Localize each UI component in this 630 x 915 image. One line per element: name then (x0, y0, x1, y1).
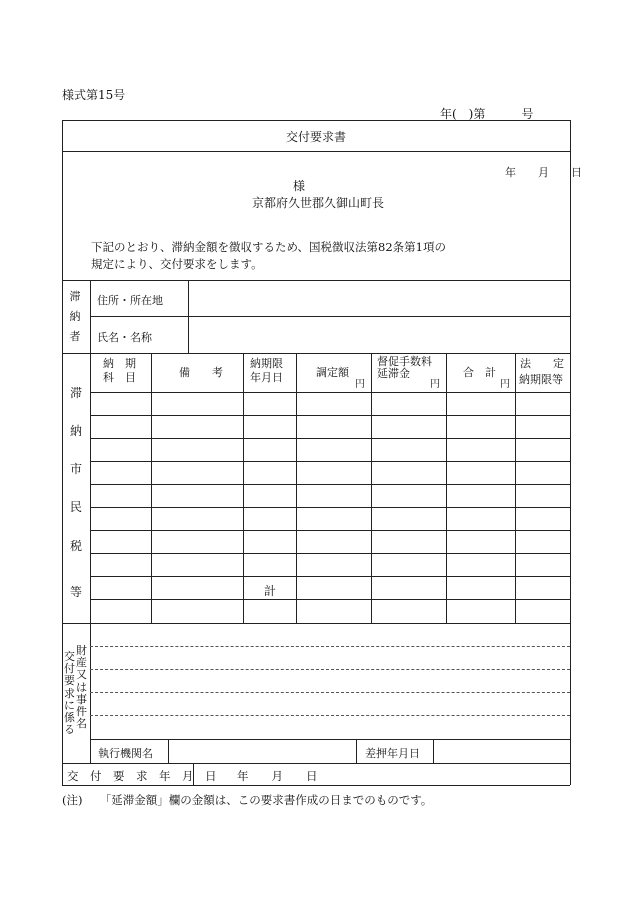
tax-label-char: 税 (70, 539, 83, 553)
col-due-header: 納期限 (250, 357, 283, 370)
col-period-header: 納 期 (103, 357, 136, 370)
date-line: 年 月 日 (505, 166, 582, 179)
col-legal-due-header: 納期限等 (519, 373, 563, 386)
col-late-header: 延滞金 (377, 367, 410, 380)
col-fee-header: 督促手数料 (377, 355, 432, 368)
col-total-header: 合 計 (463, 366, 496, 379)
col-remarks-header: 備 考 (179, 366, 223, 379)
tax-label-char: 民 (70, 500, 83, 514)
col-due-date-header: 年月日 (250, 371, 283, 384)
delinquent-label: 滞納者 (69, 290, 81, 343)
request-date-label: 交 付 要 求 年 月 日 (67, 769, 217, 783)
addressee-suffix: 様 (293, 179, 306, 193)
request-date-value[interactable]: 年 月 日 (237, 769, 318, 783)
col-item-header: 科 目 (103, 371, 136, 384)
footnote: (注) 「延滞金額」欄の金額は、この要求書作成の日までのものです。 (62, 793, 433, 807)
tax-label-char: 納 (70, 424, 83, 438)
form-title: 交付要求書 (285, 130, 346, 144)
document-number: 年( )第 号 (440, 107, 534, 121)
body-text-line2: 規定により、交付要求をします。 (91, 257, 263, 271)
seizure-date-label: 差押年月日 (365, 747, 420, 760)
form-number: 様式第15号 (62, 88, 126, 102)
tax-label-char: 滞 (70, 386, 83, 400)
tax-label-char: 等 (70, 585, 83, 599)
body-text-line1: 下記のとおり、滞納金額を徴収するため、国税徴収法第82条第1項の (91, 240, 446, 254)
tax-label-char: 市 (70, 462, 83, 476)
name-label: 氏名・名称 (97, 331, 152, 344)
agency-label: 執行機関名 (98, 747, 153, 760)
address-label: 住所・所在地 (97, 294, 163, 307)
col-legal-header: 法 定 (520, 357, 564, 370)
col-assessed-unit: 円 (355, 379, 365, 390)
col-assessed-header: 調定額 (316, 366, 349, 379)
issuer-name: 京都府久世郡久御山町長 (252, 196, 385, 210)
col-fee-unit: 円 (430, 379, 440, 390)
col-total-unit: 円 (500, 379, 510, 390)
total-row-label: 計 (264, 584, 277, 598)
